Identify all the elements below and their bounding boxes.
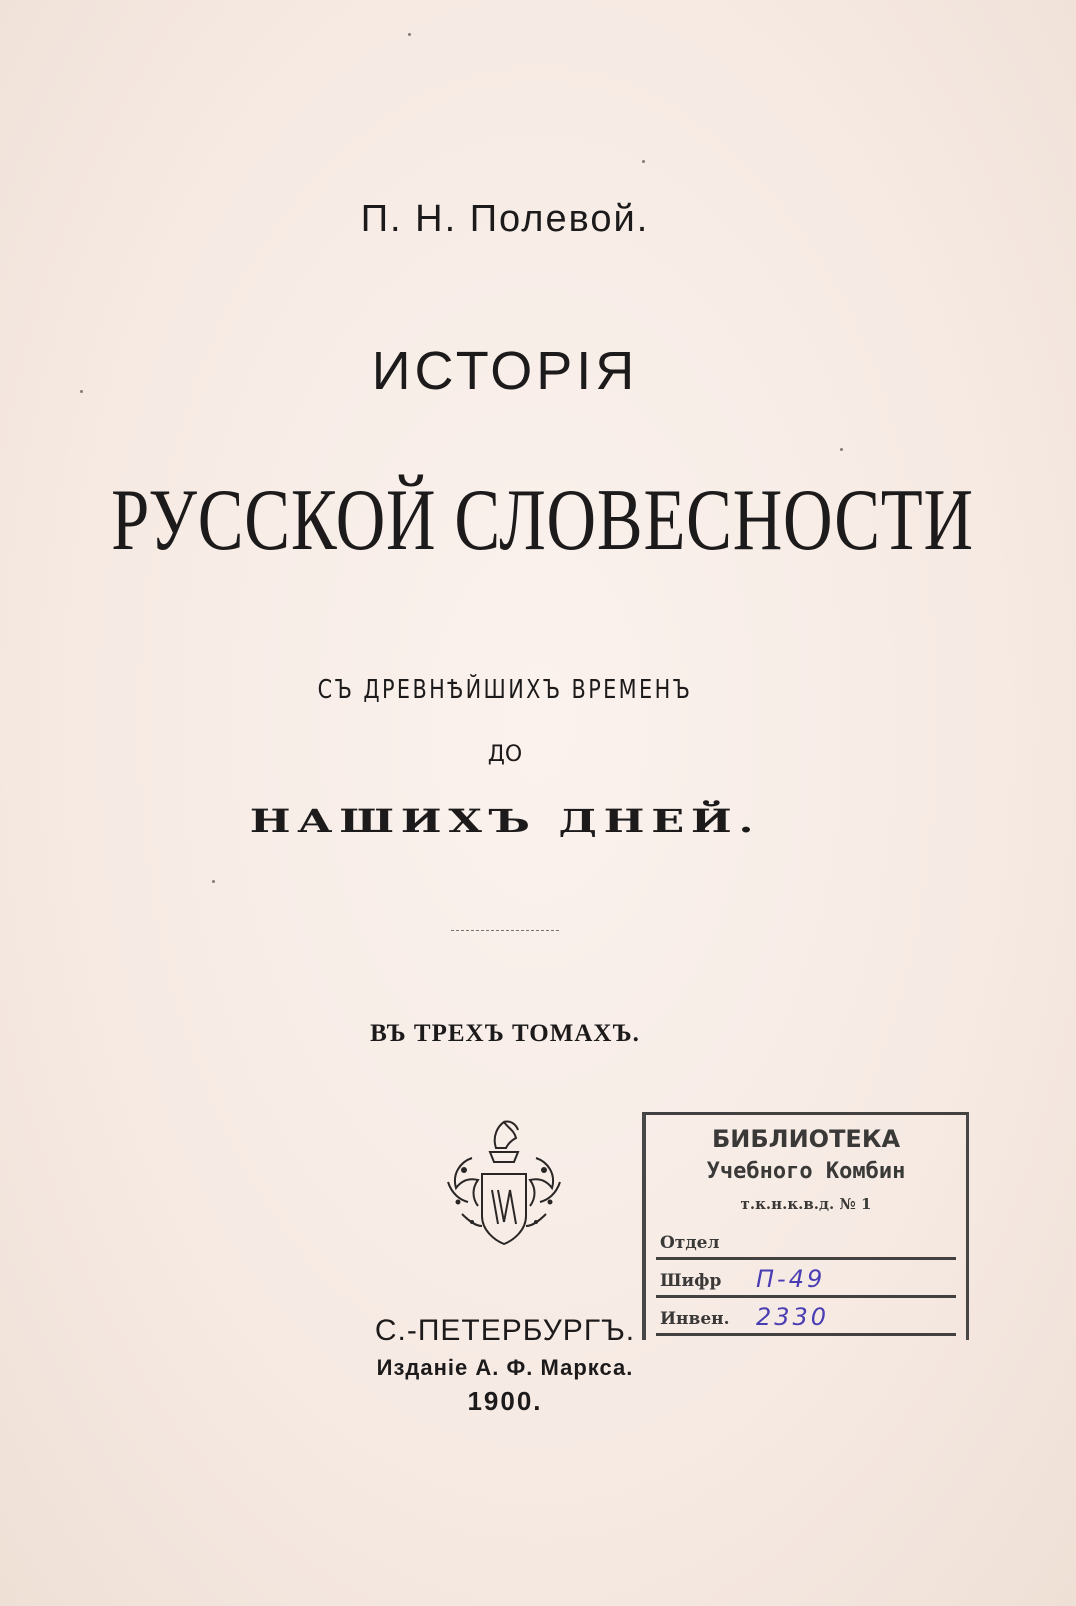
paper-speck	[642, 160, 645, 163]
subtitle-line-1: СЪ ДРЕВНѢЙШИХЪ ВРЕМЕНЪ	[317, 675, 693, 705]
library-stamp	[642, 1112, 969, 1340]
stamp-field-label: Инвен.	[660, 1309, 730, 1329]
subtitle-line-2: ДО	[487, 742, 523, 767]
volumes-note: ВЪ ТРЕХЪ ТОМАХЪ.	[370, 1020, 640, 1047]
stamp-field-label: Отдел	[660, 1233, 720, 1253]
title-line-2: РУССКОЙ СЛОВЕСНОСТИ	[111, 472, 974, 569]
subtitle-line-3: НАШИХЪ ДНЕЙ.	[249, 802, 761, 840]
imprint-publisher: Изданіе А. Ф. Маркса.	[376, 1355, 634, 1380]
publisher-emblem-icon	[442, 1118, 566, 1248]
author-name: П. Н. Полевой.	[360, 198, 650, 240]
paper-speck	[840, 448, 843, 451]
stamp-field-cipher	[656, 1261, 956, 1298]
imprint-city: С.-ПЕТЕРБУРГЪ.	[374, 1314, 636, 1347]
paper-speck	[80, 390, 83, 393]
stamp-line-2: Учебного Комбин	[706, 1159, 906, 1184]
stamp-field-label: Шифр	[660, 1271, 722, 1291]
imprint-year: 1900.	[467, 1386, 543, 1416]
paper-speck	[408, 33, 411, 36]
paper-speck	[212, 880, 215, 883]
stamp-line-3: т.к.н.к.в.д. № 1	[740, 1195, 872, 1213]
stamp-line-1: БИБЛИОТЕКА	[711, 1125, 901, 1153]
stamp-field-value: П-49	[756, 1265, 826, 1293]
ornamental-divider	[451, 930, 559, 931]
title-line-1: ИСТОРІЯ	[371, 341, 639, 401]
stamp-field-department	[656, 1223, 956, 1260]
stamp-field-value: 2330	[756, 1303, 830, 1331]
stamp-field-inventory	[656, 1299, 956, 1336]
